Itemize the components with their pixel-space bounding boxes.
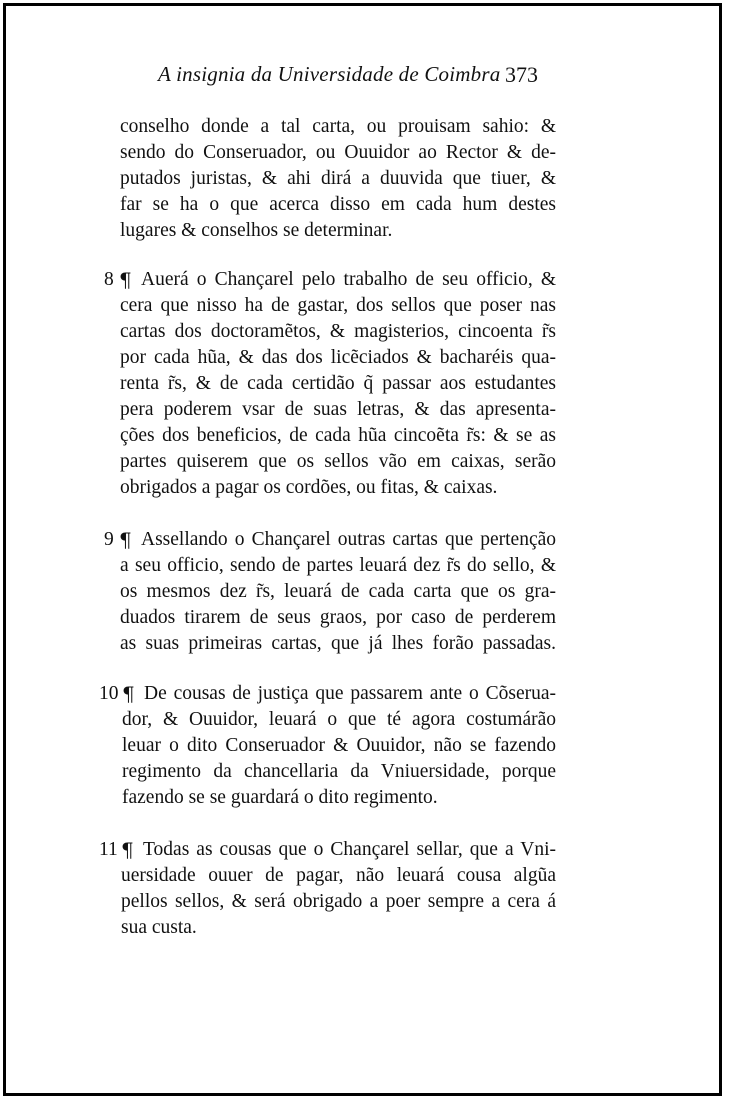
running-title: A insignia da Universidade de Coimbra bbox=[158, 62, 501, 86]
text-line: conselho donde a tal carta, ou prouisam sahio: & bbox=[120, 116, 556, 137]
paragraph-number: 11 bbox=[99, 839, 118, 860]
page-number: 373 bbox=[505, 62, 538, 87]
pilcrow-icon: ¶ bbox=[121, 838, 134, 862]
paragraph-number: 9 bbox=[104, 529, 114, 550]
text-line: regimento da chancellaria da Vniuersidade, porque bbox=[122, 761, 556, 782]
text-line: obrigados a pagar os cordões, ou fitas, & caixas. bbox=[120, 477, 498, 498]
text-line: renta r̃s, & de cada certidão q̃ passar aos estudantes bbox=[120, 373, 556, 394]
text-line: por cada hũa, & das dos licẽciados & bacharéis qua- bbox=[120, 347, 556, 368]
text-line: uersidade ouuer de pagar, não leuará cousa algũa bbox=[121, 865, 556, 886]
text-line: Auerá o Chançarel pelo trabalho de seu officio, & bbox=[141, 269, 556, 290]
text-line: pellos sellos, & será obrigado a poer sempre a cera á bbox=[121, 891, 556, 912]
pilcrow-icon: ¶ bbox=[122, 682, 135, 706]
text-line: dor, & Ouuidor, leuará o que té agora costumárão bbox=[122, 709, 556, 730]
text-line: putados juristas, & ahi dirá a duuvida que tiuer, & bbox=[120, 168, 556, 189]
pilcrow-icon: ¶ bbox=[119, 268, 132, 292]
text-line: pera poderem vsar de suas letras, & das apresenta- bbox=[120, 399, 556, 420]
text-line: Assellando o Chançarel outras cartas que pertenção bbox=[141, 529, 556, 550]
text-line: as suas primeiras cartas, que já lhes forão passadas. bbox=[120, 633, 556, 654]
text-line: lugares & conselhos se determinar. bbox=[120, 220, 393, 241]
text-line: sendo do Conseruador, ou Ouuidor ao Rector & de- bbox=[120, 142, 556, 163]
text-line: far se ha o que acerca disso em cada hum destes bbox=[120, 194, 556, 215]
text-line: duados tirarem de seus graos, por caso de perderem bbox=[120, 607, 556, 628]
text-line: cera que nisso ha de gastar, dos sellos que poser nas bbox=[120, 295, 556, 316]
text-line: cartas dos doctoramẽtos, & magisterios, cincoenta r̃s bbox=[120, 321, 556, 342]
paragraph-number: 8 bbox=[104, 269, 114, 290]
paragraph-number: 10 bbox=[99, 683, 119, 704]
running-header bbox=[0, 62, 731, 92]
pilcrow-icon: ¶ bbox=[119, 528, 132, 552]
text-line: a seu officio, sendo de partes leuará dez r̃s do sello, & bbox=[120, 555, 556, 576]
text-line: os mesmos dez r̃s, leuará de cada carta que os gra- bbox=[120, 581, 556, 602]
text-line: Todas as cousas que o Chançarel sellar, que a Vni- bbox=[143, 839, 556, 860]
text-line: sua custa. bbox=[121, 917, 197, 938]
text-line: ções dos beneficios, de cada hũa cincoẽta r̃s: & se as bbox=[120, 425, 556, 446]
text-line: fazendo se se guardará o dito regimento. bbox=[122, 787, 438, 808]
text-line: partes quiserem que os sellos vão em caixas, serão bbox=[120, 451, 556, 472]
text-line: leuar o dito Conseruador & Ouuidor, não se fazendo bbox=[122, 735, 556, 756]
text-line: De cousas de justiça que passarem ante o Cõserua- bbox=[144, 683, 556, 704]
